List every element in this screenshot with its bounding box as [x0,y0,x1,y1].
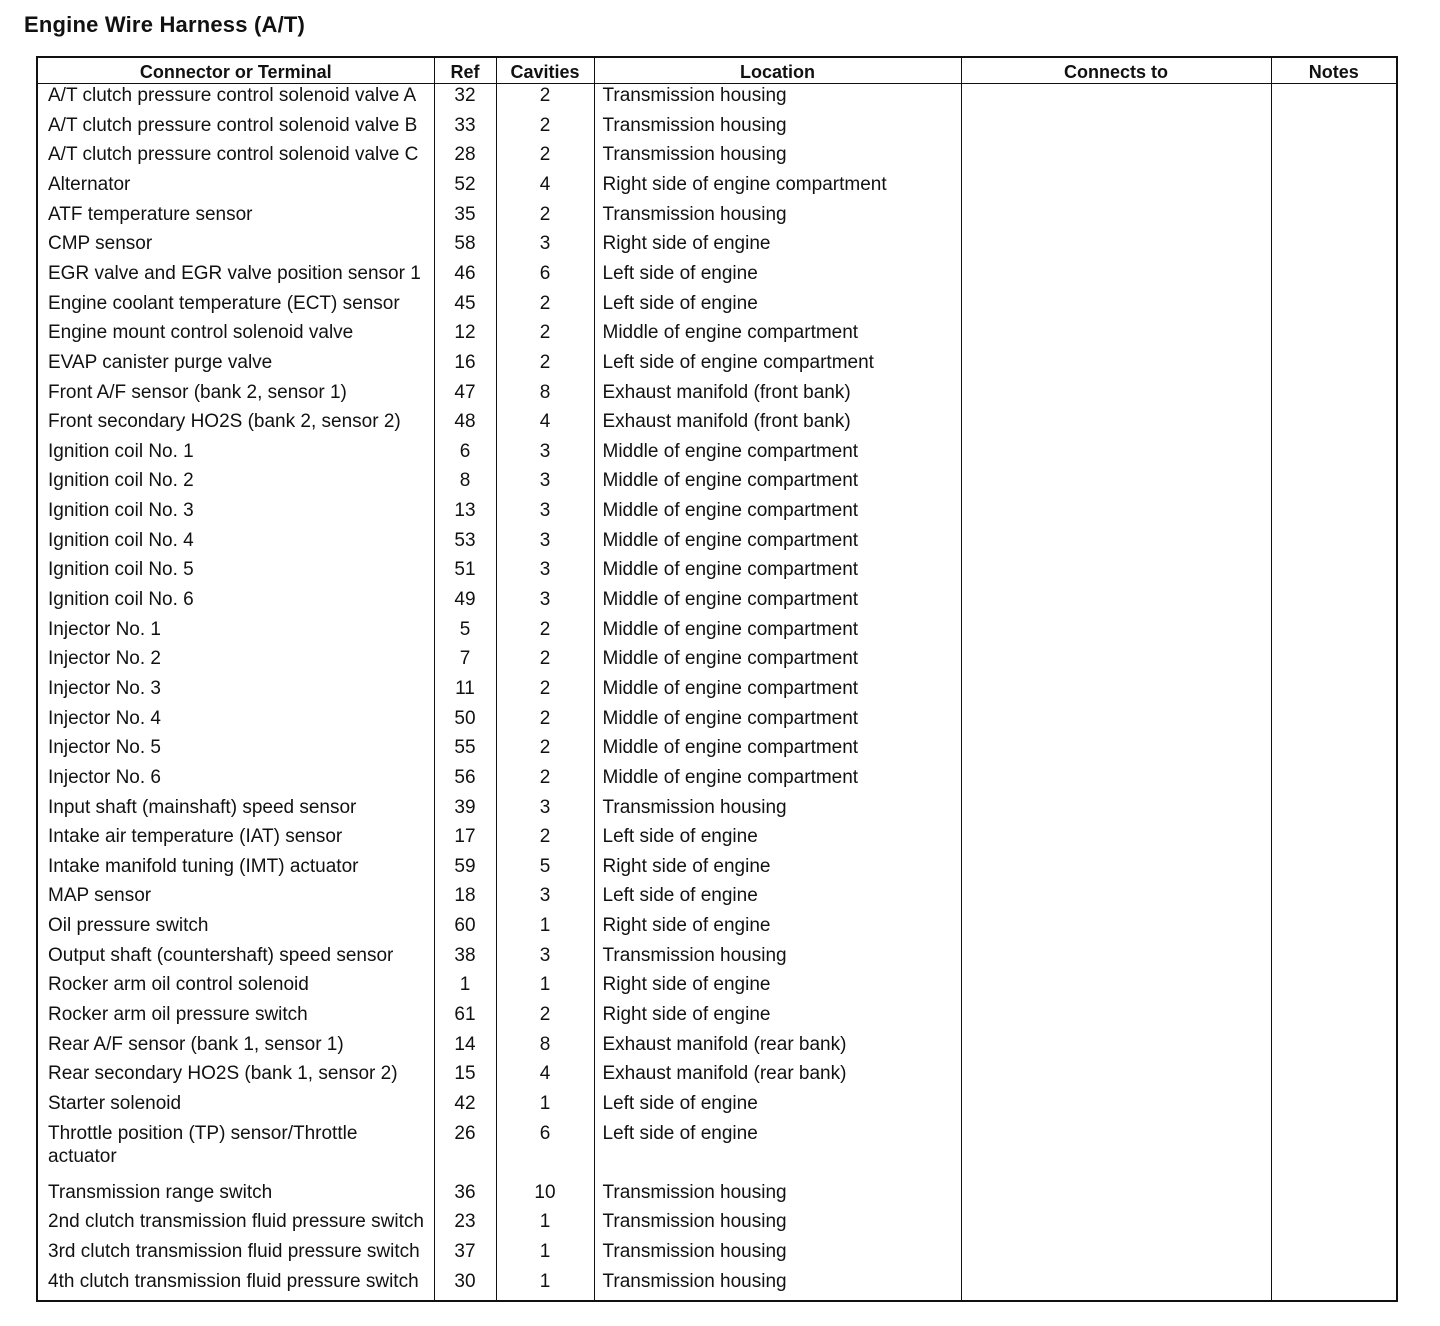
ref-number: 33 [434,114,496,144]
connects-to-cell [961,529,1271,559]
cavities-count: 8 [496,1033,594,1063]
table-row [37,529,1397,559]
filler-cell [594,1299,961,1301]
connector-name: Injector No. 6 [37,766,434,796]
location-text: Middle of engine compartment [594,469,961,499]
location-text: Right side of engine [594,855,961,885]
connector-name: Throttle position (TP) sensor/Throttle actuator [37,1122,434,1181]
connects-to-cell [961,203,1271,233]
connects-to-cell [961,1210,1271,1240]
notes-cell [1271,440,1397,470]
notes-cell [1271,884,1397,914]
connects-to-cell [961,558,1271,588]
page-title: Engine Wire Harness (A/T) [24,12,306,37]
notes-cell [1271,262,1397,292]
connector-name: EGR valve and EGR valve position sensor 1 [37,262,434,292]
location-text: Transmission housing [594,203,961,233]
location-text: Transmission housing [594,1270,961,1300]
notes-cell [1271,114,1397,144]
connects-to-cell [961,1003,1271,1033]
col-header-location: Location [594,57,961,84]
table-row [37,203,1397,233]
notes-cell [1271,1092,1397,1122]
notes-cell [1271,796,1397,826]
cavities-count: 1 [496,914,594,944]
location-text: Left side of engine [594,884,961,914]
notes-cell [1271,588,1397,618]
connector-name: CMP sensor [37,232,434,262]
connector-name: 4th clutch transmission fluid pressure switch [37,1270,434,1300]
connects-to-cell [961,143,1271,173]
notes-cell [1271,351,1397,381]
table-row [37,351,1397,381]
table-row [37,143,1397,173]
table-row [37,973,1397,1003]
ref-number: 36 [434,1181,496,1211]
connects-to-cell [961,1181,1271,1211]
table-row [37,558,1397,588]
notes-cell [1271,469,1397,499]
location-text: Middle of engine compartment [594,618,961,648]
ref-number: 28 [434,143,496,173]
connects-to-cell [961,173,1271,203]
notes-cell [1271,1033,1397,1063]
connects-to-cell [961,825,1271,855]
connector-name: Starter solenoid [37,1092,434,1122]
connector-name: Rear A/F sensor (bank 1, sensor 1) [37,1033,434,1063]
location-text: Transmission housing [594,1240,961,1270]
col-header-ref: Ref [434,57,496,84]
notes-cell [1271,736,1397,766]
cavities-count: 4 [496,410,594,440]
connector-name: Input shaft (mainshaft) speed sensor [37,796,434,826]
connector-name: 2nd clutch transmission fluid pressure switch [37,1210,434,1240]
ref-number: 42 [434,1092,496,1122]
table-row [37,232,1397,262]
notes-cell [1271,529,1397,559]
cavities-count: 5 [496,855,594,885]
col-header-connects-to: Connects to [961,57,1271,84]
ref-number: 39 [434,796,496,826]
notes-cell [1271,855,1397,885]
cavities-count: 3 [496,558,594,588]
connects-to-cell [961,1240,1271,1270]
notes-cell [1271,825,1397,855]
col-header-notes: Notes [1271,57,1397,84]
notes-cell [1271,321,1397,351]
connects-to-cell [961,855,1271,885]
connector-name: Rear secondary HO2S (bank 1, sensor 2) [37,1062,434,1092]
cavities-count: 6 [496,1122,594,1181]
location-text: Transmission housing [594,1210,961,1240]
cavities-count: 2 [496,618,594,648]
table-header-row [37,57,1397,84]
location-text: Right side of engine [594,914,961,944]
cavities-count: 2 [496,825,594,855]
connects-to-cell [961,914,1271,944]
cavities-count: 10 [496,1181,594,1211]
notes-cell [1271,203,1397,233]
table-row [37,944,1397,974]
cavities-count: 4 [496,173,594,203]
filler-cell [496,1299,594,1301]
connector-name: ATF temperature sensor [37,203,434,233]
table-body [37,84,1397,1302]
table-row [37,1181,1397,1211]
connects-to-cell [961,440,1271,470]
cavities-count: 4 [496,1062,594,1092]
cavities-count: 3 [496,529,594,559]
location-text: Left side of engine [594,1092,961,1122]
connects-to-cell [961,1270,1271,1300]
location-text: Transmission housing [594,84,961,114]
filler-cell [1271,1299,1397,1301]
table-row [37,114,1397,144]
connects-to-cell [961,707,1271,737]
cavities-count: 2 [496,84,594,114]
connector-name: MAP sensor [37,884,434,914]
harness-table [36,56,1398,1302]
ref-number: 6 [434,440,496,470]
connector-name: EVAP canister purge valve [37,351,434,381]
ref-number: 35 [434,203,496,233]
connector-name: Rocker arm oil control solenoid [37,973,434,1003]
table-row [37,173,1397,203]
table-row [37,1240,1397,1270]
connects-to-cell [961,973,1271,1003]
connector-name: Engine mount control solenoid valve [37,321,434,351]
cavities-count: 3 [496,499,594,529]
location-text: Left side of engine [594,825,961,855]
connector-name: Transmission range switch [37,1181,434,1211]
connector-name: Ignition coil No. 6 [37,588,434,618]
notes-cell [1271,1062,1397,1092]
connects-to-cell [961,796,1271,826]
connects-to-cell [961,321,1271,351]
location-text: Middle of engine compartment [594,499,961,529]
connector-name: Injector No. 3 [37,677,434,707]
location-text: Middle of engine compartment [594,677,961,707]
ref-number: 30 [434,1270,496,1300]
location-text: Right side of engine [594,973,961,1003]
ref-number: 32 [434,84,496,114]
location-text: Transmission housing [594,796,961,826]
cavities-count: 2 [496,203,594,233]
location-text: Middle of engine compartment [594,588,961,618]
connects-to-cell [961,884,1271,914]
connects-to-cell [961,588,1271,618]
connects-to-cell [961,114,1271,144]
cavities-count: 8 [496,381,594,411]
ref-number: 55 [434,736,496,766]
table-row [37,618,1397,648]
connector-name: Oil pressure switch [37,914,434,944]
notes-cell [1271,647,1397,677]
table-row [37,855,1397,885]
connects-to-cell [961,232,1271,262]
ref-number: 11 [434,677,496,707]
connector-name: A/T clutch pressure control solenoid valve B [37,114,434,144]
location-text: Left side of engine [594,262,961,292]
connector-name: A/T clutch pressure control solenoid valve C [37,143,434,173]
cavities-count: 1 [496,1240,594,1270]
notes-cell [1271,410,1397,440]
connects-to-cell [961,292,1271,322]
notes-cell [1271,1240,1397,1270]
location-text: Middle of engine compartment [594,647,961,677]
notes-cell [1271,766,1397,796]
location-text: Transmission housing [594,1181,961,1211]
connects-to-cell [961,1092,1271,1122]
ref-number: 38 [434,944,496,974]
connector-name: Injector No. 5 [37,736,434,766]
cavities-count: 3 [496,469,594,499]
connector-name: Ignition coil No. 3 [37,499,434,529]
connects-to-cell [961,84,1271,114]
table-row [37,825,1397,855]
location-text: Exhaust manifold (rear bank) [594,1033,961,1063]
notes-cell [1271,973,1397,1003]
table-row [37,766,1397,796]
filler-cell [37,1299,434,1301]
connects-to-cell [961,677,1271,707]
cavities-count: 3 [496,440,594,470]
table-row [37,499,1397,529]
ref-number: 14 [434,1033,496,1063]
ref-number: 16 [434,351,496,381]
location-text: Transmission housing [594,143,961,173]
location-text: Left side of engine [594,292,961,322]
ref-number: 37 [434,1240,496,1270]
ref-number: 60 [434,914,496,944]
table-row [37,884,1397,914]
connects-to-cell [961,1122,1271,1181]
cavities-count: 1 [496,1210,594,1240]
location-text: Middle of engine compartment [594,707,961,737]
location-text: Left side of engine [594,1122,961,1181]
col-header-connector: Connector or Terminal [37,57,434,84]
connects-to-cell [961,410,1271,440]
connector-name: Intake air temperature (IAT) sensor [37,825,434,855]
notes-cell [1271,558,1397,588]
connector-name: Alternator [37,173,434,203]
location-text: Middle of engine compartment [594,736,961,766]
connects-to-cell [961,736,1271,766]
table-row [37,440,1397,470]
location-text: Transmission housing [594,114,961,144]
ref-number: 53 [434,529,496,559]
connector-name: A/T clutch pressure control solenoid valve A [37,84,434,114]
location-text: Left side of engine compartment [594,351,961,381]
table-row [37,677,1397,707]
cavities-count: 2 [496,1003,594,1033]
location-text: Right side of engine compartment [594,173,961,203]
table-row [37,410,1397,440]
table-row [37,736,1397,766]
table-row [37,262,1397,292]
connects-to-cell [961,1033,1271,1063]
table-row [37,1033,1397,1063]
table-row [37,321,1397,351]
location-text: Middle of engine compartment [594,321,961,351]
connects-to-cell [961,618,1271,648]
ref-number: 26 [434,1122,496,1181]
table-row [37,1122,1397,1181]
ref-number: 13 [434,499,496,529]
ref-number: 56 [434,766,496,796]
notes-cell [1271,944,1397,974]
connects-to-cell [961,944,1271,974]
notes-cell [1271,173,1397,203]
ref-number: 52 [434,173,496,203]
ref-number: 15 [434,1062,496,1092]
connects-to-cell [961,647,1271,677]
ref-number: 48 [434,410,496,440]
location-text: Middle of engine compartment [594,529,961,559]
cavities-count: 2 [496,114,594,144]
ref-number: 17 [434,825,496,855]
table-row [37,469,1397,499]
notes-cell [1271,143,1397,173]
connects-to-cell [961,262,1271,292]
table-row [37,381,1397,411]
cavities-count: 2 [496,736,594,766]
connector-name: Injector No. 4 [37,707,434,737]
filler-cell [434,1299,496,1301]
location-text: Right side of engine [594,232,961,262]
cavities-count: 1 [496,973,594,1003]
table-row [37,707,1397,737]
notes-cell [1271,1210,1397,1240]
notes-cell [1271,84,1397,114]
table-row [37,1092,1397,1122]
table-row [37,292,1397,322]
table-row [37,796,1397,826]
connects-to-cell [961,351,1271,381]
location-text: Middle of engine compartment [594,558,961,588]
connector-name: 3rd clutch transmission fluid pressure switch [37,1240,434,1270]
table-row [37,914,1397,944]
connector-name: Injector No. 1 [37,618,434,648]
ref-number: 5 [434,618,496,648]
cavities-count: 2 [496,321,594,351]
notes-cell [1271,1003,1397,1033]
table-row [37,1270,1397,1300]
connects-to-cell [961,469,1271,499]
connector-name: Ignition coil No. 2 [37,469,434,499]
notes-cell [1271,677,1397,707]
connects-to-cell [961,766,1271,796]
notes-cell [1271,1122,1397,1181]
notes-cell [1271,381,1397,411]
connector-name: Engine coolant temperature (ECT) sensor [37,292,434,322]
cavities-count: 2 [496,677,594,707]
connects-to-cell [961,381,1271,411]
connector-name: Ignition coil No. 5 [37,558,434,588]
notes-cell [1271,618,1397,648]
ref-number: 46 [434,262,496,292]
table-row [37,1003,1397,1033]
ref-number: 1 [434,973,496,1003]
cavities-count: 3 [496,232,594,262]
ref-number: 58 [434,232,496,262]
table-row [37,1210,1397,1240]
cavities-count: 2 [496,647,594,677]
notes-cell [1271,707,1397,737]
notes-cell [1271,292,1397,322]
connector-name: Injector No. 2 [37,647,434,677]
ref-number: 47 [434,381,496,411]
location-text: Transmission housing [594,944,961,974]
ref-number: 61 [434,1003,496,1033]
filler-cell [961,1299,1271,1301]
cavities-count: 2 [496,292,594,322]
filler-row [37,1299,1397,1301]
table-row [37,84,1397,114]
connector-name: Front A/F sensor (bank 2, sensor 1) [37,381,434,411]
ref-number: 50 [434,707,496,737]
col-header-cavities: Cavities [496,57,594,84]
ref-number: 45 [434,292,496,322]
notes-cell [1271,1181,1397,1211]
connects-to-cell [961,1062,1271,1092]
table-row [37,1062,1397,1092]
location-text: Exhaust manifold (rear bank) [594,1062,961,1092]
connector-name: Intake manifold tuning (IMT) actuator [37,855,434,885]
cavities-count: 2 [496,707,594,737]
connector-name: Rocker arm oil pressure switch [37,1003,434,1033]
table-row [37,588,1397,618]
location-text: Exhaust manifold (front bank) [594,410,961,440]
connector-name: Ignition coil No. 4 [37,529,434,559]
notes-cell [1271,232,1397,262]
ref-number: 23 [434,1210,496,1240]
location-text: Middle of engine compartment [594,766,961,796]
connects-to-cell [961,499,1271,529]
connector-name: Ignition coil No. 1 [37,440,434,470]
location-text: Middle of engine compartment [594,440,961,470]
ref-number: 49 [434,588,496,618]
location-text: Exhaust manifold (front bank) [594,381,961,411]
cavities-count: 6 [496,262,594,292]
ref-number: 59 [434,855,496,885]
cavities-count: 1 [496,1270,594,1300]
cavities-count: 2 [496,351,594,381]
location-text: Right side of engine [594,1003,961,1033]
notes-cell [1271,914,1397,944]
ref-number: 12 [434,321,496,351]
cavities-count: 2 [496,143,594,173]
ref-number: 51 [434,558,496,588]
notes-cell [1271,1270,1397,1300]
cavities-count: 3 [496,884,594,914]
connector-name: Output shaft (countershaft) speed sensor [37,944,434,974]
ref-number: 7 [434,647,496,677]
cavities-count: 3 [496,588,594,618]
cavities-count: 1 [496,1092,594,1122]
ref-number: 18 [434,884,496,914]
cavities-count: 3 [496,796,594,826]
cavities-count: 3 [496,944,594,974]
notes-cell [1271,499,1397,529]
connector-name: Front secondary HO2S (bank 2, sensor 2) [37,410,434,440]
table-row [37,647,1397,677]
ref-number: 8 [434,469,496,499]
cavities-count: 2 [496,766,594,796]
